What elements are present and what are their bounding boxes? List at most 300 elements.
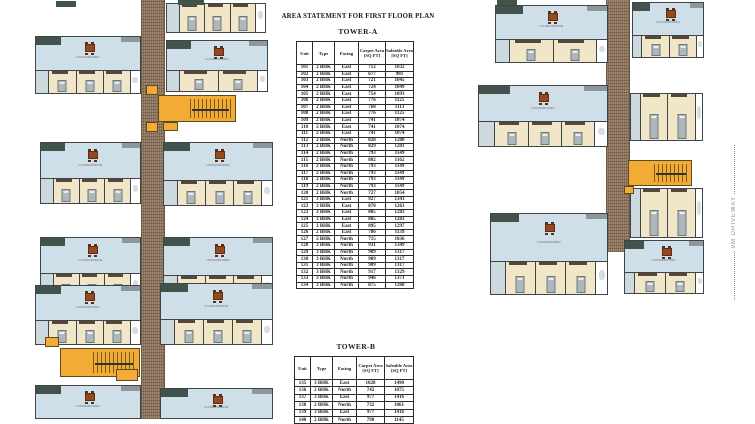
table-cell: 1329	[386, 269, 414, 276]
table-row	[297, 97, 414, 104]
table-row	[297, 269, 414, 276]
table-cell: 121	[297, 196, 313, 203]
table-cell: 113	[297, 144, 313, 151]
table-cell: 3 BHK	[313, 196, 335, 203]
table-row	[297, 210, 414, 217]
table-cell: 107	[297, 104, 313, 111]
table-cell: 875	[359, 282, 386, 289]
wardrobe	[184, 71, 208, 74]
living-dining-room	[633, 3, 703, 36]
table-cell: East	[335, 229, 359, 236]
living-dining-room	[41, 143, 140, 179]
table-cell: 732	[357, 402, 385, 409]
table-cell: 1113	[386, 104, 414, 111]
wardrobe	[108, 179, 123, 182]
bedroom-row	[633, 36, 703, 57]
bedroom-row	[479, 122, 607, 146]
wardrobe	[643, 189, 660, 192]
table-cell: 870	[359, 203, 386, 210]
table-row	[297, 84, 414, 91]
page-title: AREA STATEMENT FOR FIRST FLOOR PLAN	[281, 13, 435, 20]
table-cell: 111	[297, 130, 313, 137]
table-cell: 2 BHK	[313, 97, 335, 104]
table-row	[297, 276, 414, 283]
table-cell: 3 BHK	[313, 243, 335, 250]
table-cell: 2 BHK	[313, 163, 335, 170]
table-row	[297, 183, 414, 190]
bed-icon	[185, 330, 194, 343]
table-cell: 1049	[386, 84, 414, 91]
bedroom	[48, 71, 75, 93]
toilet	[255, 4, 265, 32]
bed-icon	[540, 132, 549, 145]
utility-shelf	[253, 143, 272, 148]
table-cell: 105	[297, 91, 313, 98]
balcony	[633, 36, 641, 57]
table-cell: North	[335, 150, 359, 157]
toilet	[595, 262, 607, 294]
wardrobe	[106, 321, 122, 324]
table-cell: 754	[359, 91, 386, 98]
table-row	[297, 256, 414, 263]
bedroom	[505, 262, 535, 294]
table-cell: 1054	[386, 190, 414, 197]
table-cell: 927	[359, 196, 386, 203]
wardrobe	[82, 179, 97, 182]
table-cell: 2 BHK	[311, 387, 333, 394]
driveway-label: 9M DRIVEWAY	[731, 196, 737, 249]
dining-table-icon	[214, 244, 226, 257]
wardrobe	[208, 4, 223, 7]
living-dining-room	[36, 37, 140, 71]
table-cell: 136	[295, 387, 311, 394]
bedroom-row	[161, 320, 272, 344]
bed-icon	[527, 49, 536, 61]
table-row	[295, 409, 414, 416]
table-cell: 1283	[386, 216, 414, 223]
table-cell: 118	[297, 177, 313, 184]
apartment-unit	[630, 93, 703, 141]
toilet	[594, 122, 607, 146]
table-row	[297, 170, 414, 177]
table-cell: North	[335, 262, 359, 269]
table-cell: East	[335, 124, 359, 131]
bed-icon	[570, 49, 579, 61]
bed-icon	[62, 189, 71, 202]
table-cell: 742	[357, 387, 385, 394]
wardrobe	[565, 122, 585, 125]
table-cell: 127	[297, 236, 313, 243]
table-cell: 1061	[385, 402, 414, 409]
table-cell: 793	[359, 163, 386, 170]
table-cell: 1149	[386, 170, 414, 177]
table-cell: 1145	[385, 416, 414, 423]
table-cell: 2 BHK	[313, 71, 335, 78]
column-header: Facing	[335, 42, 359, 65]
staircase-block	[158, 95, 236, 122]
bedroom	[76, 321, 103, 344]
table-cell: East	[335, 111, 359, 118]
balcony	[36, 71, 48, 93]
apartment-unit	[35, 36, 141, 94]
bedroom-row	[496, 40, 607, 62]
wardrobe	[223, 71, 247, 74]
table-cell: 104	[297, 84, 313, 91]
table-cell: 1125	[386, 111, 414, 118]
dining-table-icon	[84, 42, 96, 55]
living-dining-room	[36, 286, 140, 321]
table-cell: 2 BHK	[313, 124, 335, 131]
bed-icon	[88, 189, 97, 202]
table-cell: 108	[297, 111, 313, 118]
column-header: Saleable Area [SQ FT]	[385, 357, 414, 380]
table-cell: 3 BHK	[311, 394, 333, 401]
table-cell: 1125	[386, 97, 414, 104]
apartment-unit	[160, 283, 273, 345]
room-label: LIVING/DINING	[78, 162, 103, 167]
apartment-unit	[35, 285, 141, 345]
table-cell: 2 BHK	[313, 150, 335, 157]
service-duct	[178, 0, 204, 5]
table-row	[297, 124, 414, 131]
toilet	[130, 179, 140, 203]
dining-table-icon	[87, 244, 99, 257]
table-cell: 3 BHK	[313, 210, 335, 217]
living-dining-room	[36, 386, 140, 418]
balcony	[496, 40, 509, 62]
toilet-fixture-icon	[599, 270, 605, 279]
kitchen-block	[161, 284, 188, 292]
table-row	[297, 262, 414, 269]
bedroom	[53, 179, 79, 203]
table-cell: 885	[359, 210, 386, 217]
table-cell: 3 BHK	[313, 203, 335, 210]
kitchen-block	[161, 389, 188, 397]
table-cell: East	[335, 91, 359, 98]
table-cell: 3 BHK	[313, 276, 335, 283]
apartment-unit	[490, 213, 608, 295]
table-cell: East	[333, 380, 357, 387]
apartment-unit	[166, 3, 266, 33]
bed-icon	[646, 281, 655, 292]
driveway-leader-line	[734, 251, 735, 300]
table-cell: 133	[297, 276, 313, 283]
table-cell: 793	[359, 183, 386, 190]
toilet-fixture-icon	[264, 187, 270, 194]
table-cell: 1416	[385, 394, 414, 401]
column-header: Unit	[295, 357, 311, 380]
table-cell: 137	[295, 394, 311, 401]
apartment-unit	[478, 85, 608, 147]
table-cell: East	[333, 409, 357, 416]
apartment-unit	[35, 385, 141, 419]
dining-table-icon	[661, 246, 673, 259]
bed-icon	[85, 80, 94, 92]
column-header: Unit	[297, 42, 313, 65]
table-cell: 103	[297, 78, 313, 85]
balcony	[167, 71, 179, 91]
kitchen-block	[167, 41, 191, 49]
wardrobe	[515, 40, 541, 43]
dining-table-icon	[84, 391, 96, 404]
bed-icon	[649, 114, 658, 139]
apartment-unit	[160, 388, 273, 419]
toilet-fixture-icon	[598, 128, 605, 135]
kitchen-block	[496, 6, 523, 14]
bed-icon	[187, 191, 196, 204]
living-dining-room	[164, 143, 272, 181]
table-cell: East	[335, 97, 359, 104]
bedroom	[179, 4, 204, 32]
staircase-block	[628, 160, 692, 186]
bedroom	[640, 189, 668, 237]
table-cell: 768	[359, 104, 386, 111]
bedroom	[76, 71, 103, 93]
table-cell: 3 BHK	[313, 249, 335, 256]
table-cell: 1371	[386, 276, 414, 283]
table-cell: 741	[359, 124, 386, 131]
kitchen-block	[479, 86, 510, 94]
table-cell: 946	[359, 276, 386, 283]
kitchen-block	[36, 37, 61, 45]
table-cell: 1283	[386, 210, 414, 217]
service-duct	[497, 0, 517, 5]
table-cell: North	[335, 163, 359, 170]
bedroom-row	[167, 4, 265, 32]
bed-icon	[58, 80, 67, 92]
table-cell: 2 BHK	[313, 137, 335, 144]
wardrobe	[207, 320, 224, 323]
table-cell: 917	[359, 269, 386, 276]
service-duct	[56, 1, 76, 7]
bed-icon	[238, 16, 247, 31]
column-header: Facing	[333, 357, 357, 380]
table-cell: 786	[359, 229, 386, 236]
utility-shelf	[121, 286, 140, 291]
kitchen-block	[164, 238, 190, 246]
wardrobe	[181, 181, 198, 184]
table-cell: 2 BHK	[311, 416, 333, 423]
stair-rail-icon	[192, 109, 228, 111]
table-cell: 114	[297, 150, 313, 157]
bedroom	[561, 122, 594, 146]
table-cell: 3 BHK	[311, 409, 333, 416]
table-cell: 116	[297, 163, 313, 170]
table-cell: 2 BHK	[313, 144, 335, 151]
room-label: LIVING/DINING	[537, 240, 561, 245]
bedroom	[667, 189, 695, 237]
balcony	[41, 179, 53, 203]
table-cell: North	[335, 157, 359, 164]
living-dining-room	[625, 241, 703, 273]
table-cell: 102	[297, 71, 313, 78]
bedroom	[179, 71, 218, 91]
bedroom	[174, 320, 203, 344]
table-row	[297, 243, 414, 250]
kitchen-block	[36, 386, 61, 394]
table-row	[295, 387, 414, 394]
balcony	[625, 273, 634, 293]
table-cell: 741	[359, 130, 386, 137]
utility-shelf	[121, 37, 140, 42]
bed-icon	[649, 210, 658, 236]
table-cell: North	[335, 243, 359, 250]
table-cell: 2 BHK	[313, 91, 335, 98]
kitchen-block	[164, 143, 190, 151]
wardrobe	[209, 276, 226, 279]
header-row	[295, 357, 414, 380]
toilet	[257, 71, 267, 91]
balcony	[631, 94, 640, 140]
stair-rail-icon	[95, 363, 132, 365]
toilet-fixture-icon	[132, 77, 138, 84]
room-label: LIVING/DINING	[652, 257, 676, 262]
kitchen-block	[633, 3, 650, 11]
table-row	[297, 223, 414, 230]
table-cell: 1075	[385, 387, 414, 394]
bedroom	[528, 122, 561, 146]
dining-table-icon	[84, 291, 96, 304]
table-cell: 2 BHK	[313, 229, 335, 236]
table-row	[297, 236, 414, 243]
column-header: Type	[311, 357, 333, 380]
apartment-unit	[166, 40, 268, 92]
bed-icon	[112, 80, 121, 92]
table-cell: East	[335, 84, 359, 91]
bedroom	[669, 36, 696, 57]
bed-icon	[215, 191, 224, 204]
bedroom	[565, 262, 595, 294]
table-cell: 776	[359, 111, 386, 118]
wardrobe	[532, 122, 552, 125]
table-cell: North	[335, 183, 359, 190]
apartment-unit	[495, 5, 608, 63]
header-row	[297, 42, 414, 65]
table-cell: 1343	[386, 196, 414, 203]
living-dining-room	[496, 6, 607, 40]
table-row	[297, 216, 414, 223]
table-cell: 2 BHK	[313, 130, 335, 137]
table-cell: 3 BHK	[311, 380, 333, 387]
bedroom-row	[625, 273, 703, 293]
wardrobe	[56, 179, 71, 182]
table-cell: 138	[295, 402, 311, 409]
apartment-unit	[40, 142, 141, 204]
table-cell: East	[333, 394, 357, 401]
table-cell: 126	[297, 229, 313, 236]
table-cell: East	[335, 117, 359, 124]
living-dining-room	[161, 389, 272, 418]
toilet-fixture-icon	[697, 106, 701, 120]
table-cell: 123	[297, 210, 313, 217]
table-cell: 3 BHK	[313, 256, 335, 263]
table-row	[297, 71, 414, 78]
table-row	[297, 157, 414, 164]
table-cell: 117	[297, 170, 313, 177]
bedroom	[553, 40, 596, 62]
table-cell: 1074	[386, 117, 414, 124]
table-cell: 909	[359, 249, 386, 256]
wardrobe	[79, 71, 95, 74]
kitchen-block	[41, 143, 65, 151]
table-cell: 1317	[386, 256, 414, 263]
wardrobe	[106, 71, 122, 74]
bedroom	[103, 321, 130, 344]
table-cell: North	[333, 402, 357, 409]
utility-shelf	[121, 386, 140, 391]
table-cell: North	[335, 236, 359, 243]
table-row	[297, 163, 414, 170]
bedroom-row	[41, 179, 140, 203]
wardrobe	[671, 189, 688, 192]
table-row	[297, 78, 414, 85]
table-cell: 106	[297, 97, 313, 104]
table-row	[297, 137, 414, 144]
table-row	[297, 190, 414, 197]
table-cell: 3 BHK	[313, 282, 335, 289]
stair-lobby	[116, 369, 138, 381]
table-cell: North	[335, 177, 359, 184]
table-cell: 1074	[386, 124, 414, 131]
bedroom	[177, 181, 205, 205]
bedroom	[203, 320, 232, 344]
table-cell: North	[335, 144, 359, 151]
table-row	[295, 394, 414, 401]
column-header: Carpet Area [SQ FT]	[359, 42, 386, 65]
balcony	[479, 122, 494, 146]
table-cell: East	[335, 196, 359, 203]
room-label: LIVING/DINING	[531, 105, 555, 110]
table-cell: 1201	[386, 144, 414, 151]
balcony	[164, 181, 177, 205]
tower-a-heading: TOWER-A	[338, 27, 378, 36]
bedroom	[104, 179, 130, 203]
living-dining-room	[41, 238, 140, 274]
table-cell: 1416	[385, 409, 414, 416]
table-cell: 2 BHK	[313, 190, 335, 197]
toilet	[261, 181, 272, 205]
wardrobe	[643, 94, 660, 97]
bed-icon	[677, 210, 686, 236]
table-cell: 2 BHK	[311, 402, 333, 409]
bed-icon	[678, 44, 687, 56]
table-row	[297, 144, 414, 151]
apartment-unit	[624, 240, 704, 294]
room-label: LIVING/DINING	[205, 57, 229, 62]
living-dining-room	[164, 238, 272, 276]
table-cell: 2 BHK	[313, 157, 335, 164]
bedroom	[204, 4, 229, 32]
table-cell: East	[335, 104, 359, 111]
balcony	[491, 262, 505, 294]
toilet-fixture-icon	[599, 46, 605, 53]
toilet	[130, 321, 140, 344]
table-cell: 1139	[386, 229, 414, 236]
wardrobe	[209, 181, 226, 184]
table-cell: 895	[359, 223, 386, 230]
table-row	[297, 117, 414, 124]
bed-icon	[243, 191, 252, 204]
wardrobe	[237, 181, 254, 184]
table-cell: 122	[297, 203, 313, 210]
utility-shelf	[253, 238, 272, 243]
table-cell: 112	[297, 137, 313, 144]
table-row	[295, 416, 414, 423]
column-header: Type	[313, 42, 335, 65]
table-cell: East	[335, 223, 359, 230]
bedroom	[509, 40, 552, 62]
table-cell: 776	[359, 97, 386, 104]
